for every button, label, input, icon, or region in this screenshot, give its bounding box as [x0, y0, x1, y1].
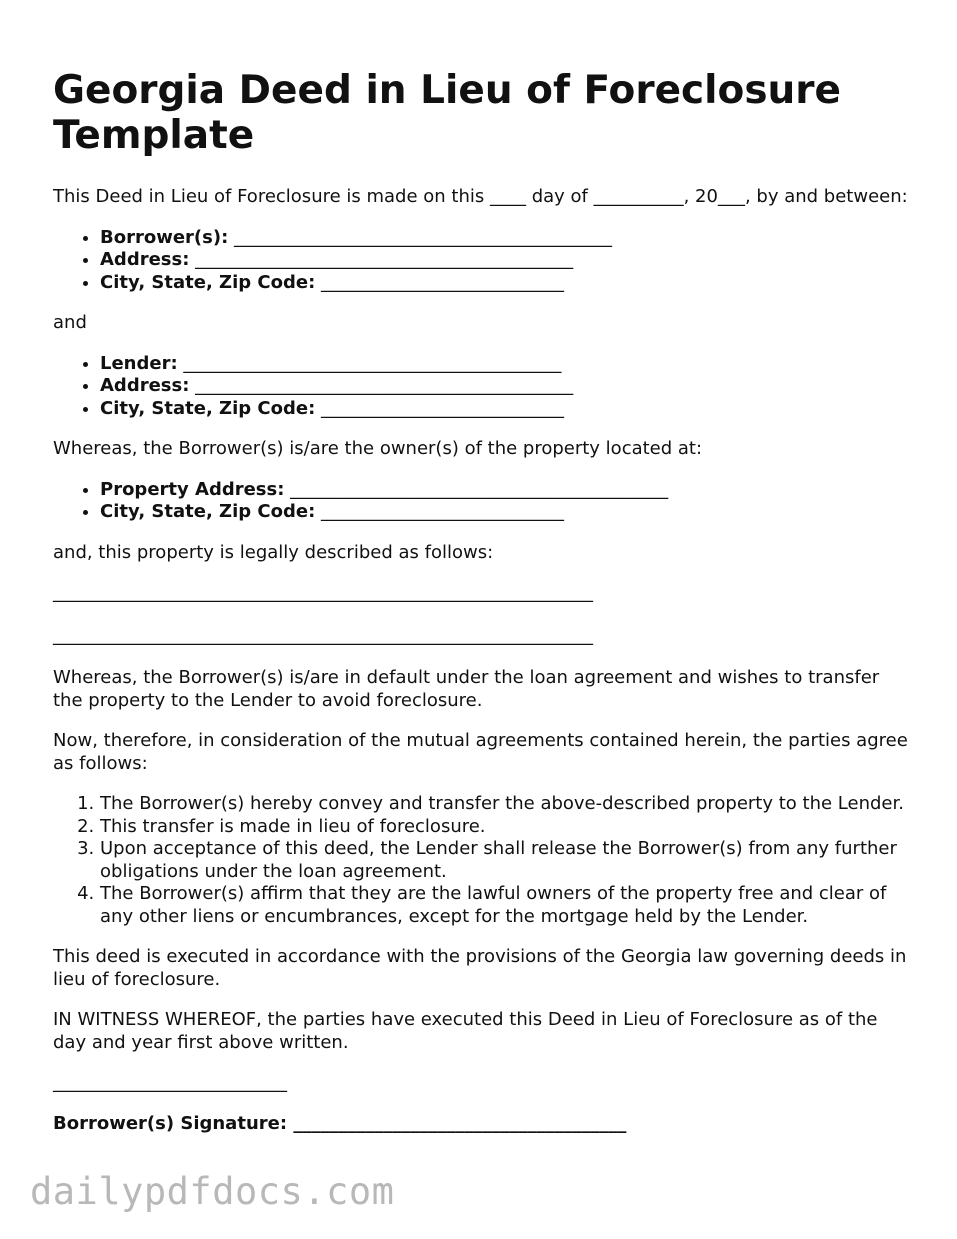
executed-paragraph: This deed is executed in accordance with the provisions of the Georgia law governing deeds in lieu of foreclosure. [53, 946, 907, 990]
signature-label: Borrower(s) Signature: [53, 1112, 288, 1134]
property-fields-list [53, 479, 913, 524]
borrower-signature-field [53, 1113, 913, 1136]
field-blank: ___________________________ [315, 271, 565, 293]
list-item [100, 398, 913, 421]
field-blank: __________________________________________ [189, 375, 574, 396]
list-item [100, 479, 913, 502]
field-label: City, State, Zip Code: [100, 271, 316, 293]
witness-paragraph: IN WITNESS WHEREOF, the parties have executed this Deed in Lieu of Foreclosure as of the day and year first above written. [53, 1009, 878, 1053]
list-item [100, 375, 913, 398]
field-blank: __________________________________________ [284, 478, 669, 500]
whereas-owner-paragraph: Whereas, the Borrower(s) is/are the owner(s) of the property located at: [53, 438, 703, 459]
and-text: and [53, 312, 87, 333]
field-label: Property Address: [100, 478, 285, 500]
borrower-fields-list [53, 227, 913, 295]
watermark: dailypdfdocs.com [30, 1170, 395, 1213]
list-item: 2. This transfer is made in lieu of foreclosure. [100, 816, 913, 839]
field-label: City, State, Zip Code: [100, 397, 316, 419]
list-item [100, 249, 913, 272]
now-therefore-paragraph: Now, therefore, in consideration of the mutual agreements contained herein, the parties agree as follows: [53, 730, 908, 774]
document-title: Georgia Deed in Lieu of Foreclosure Template [53, 68, 841, 158]
signature-blank: _____________________________________ [287, 1112, 627, 1134]
field-blank: __________________________________________ [177, 352, 562, 374]
list-item [100, 272, 913, 295]
list-item [100, 501, 913, 524]
field-blank: __________________________________________ [228, 226, 613, 248]
document-page [53, 68, 913, 1135]
field-label: Address: [100, 375, 190, 396]
whereas-default-paragraph: Whereas, the Borrower(s) is/are in default under the loan agreement and wishes to transfer the property to the Lender to avoid foreclosure. [53, 667, 880, 711]
field-blank: ___________________________ [315, 397, 565, 419]
legal-description-line: ____________________________________________________________ [53, 624, 593, 646]
lender-fields-list [53, 353, 913, 421]
field-label: Borrower(s): [100, 226, 229, 248]
field-label: Address: [100, 249, 190, 270]
list-item: 1. The Borrower(s) hereby convey and transfer the above-described property to the Lender. [100, 793, 913, 816]
field-label: City, State, Zip Code: [100, 501, 316, 522]
terms-list [53, 793, 913, 928]
field-blank: __________________________________________ [189, 249, 574, 270]
legal-description-intro: and, this property is legally described as follows: [53, 541, 494, 563]
list-item: 4. The Borrower(s) affirm that they are the lawful owners of the property free and clear of any other liens or encumbrances, except for the mortgage held by the Lender. [100, 883, 913, 928]
list-item [100, 227, 913, 250]
list-item [100, 353, 913, 376]
intro-paragraph: This Deed in Lieu of Foreclosure is made on this ____ day of __________, 20___, by and between: [53, 186, 908, 207]
field-label: Lender: [100, 352, 178, 374]
signature-line: __________________________ [53, 1072, 287, 1093]
field-blank: ___________________________ [315, 501, 565, 522]
list-item: 3. Upon acceptance of this deed, the Lender shall release the Borrower(s) from any further obligations under the loan agreement. [100, 838, 913, 883]
legal-description-line: ____________________________________________________________ [53, 582, 593, 603]
